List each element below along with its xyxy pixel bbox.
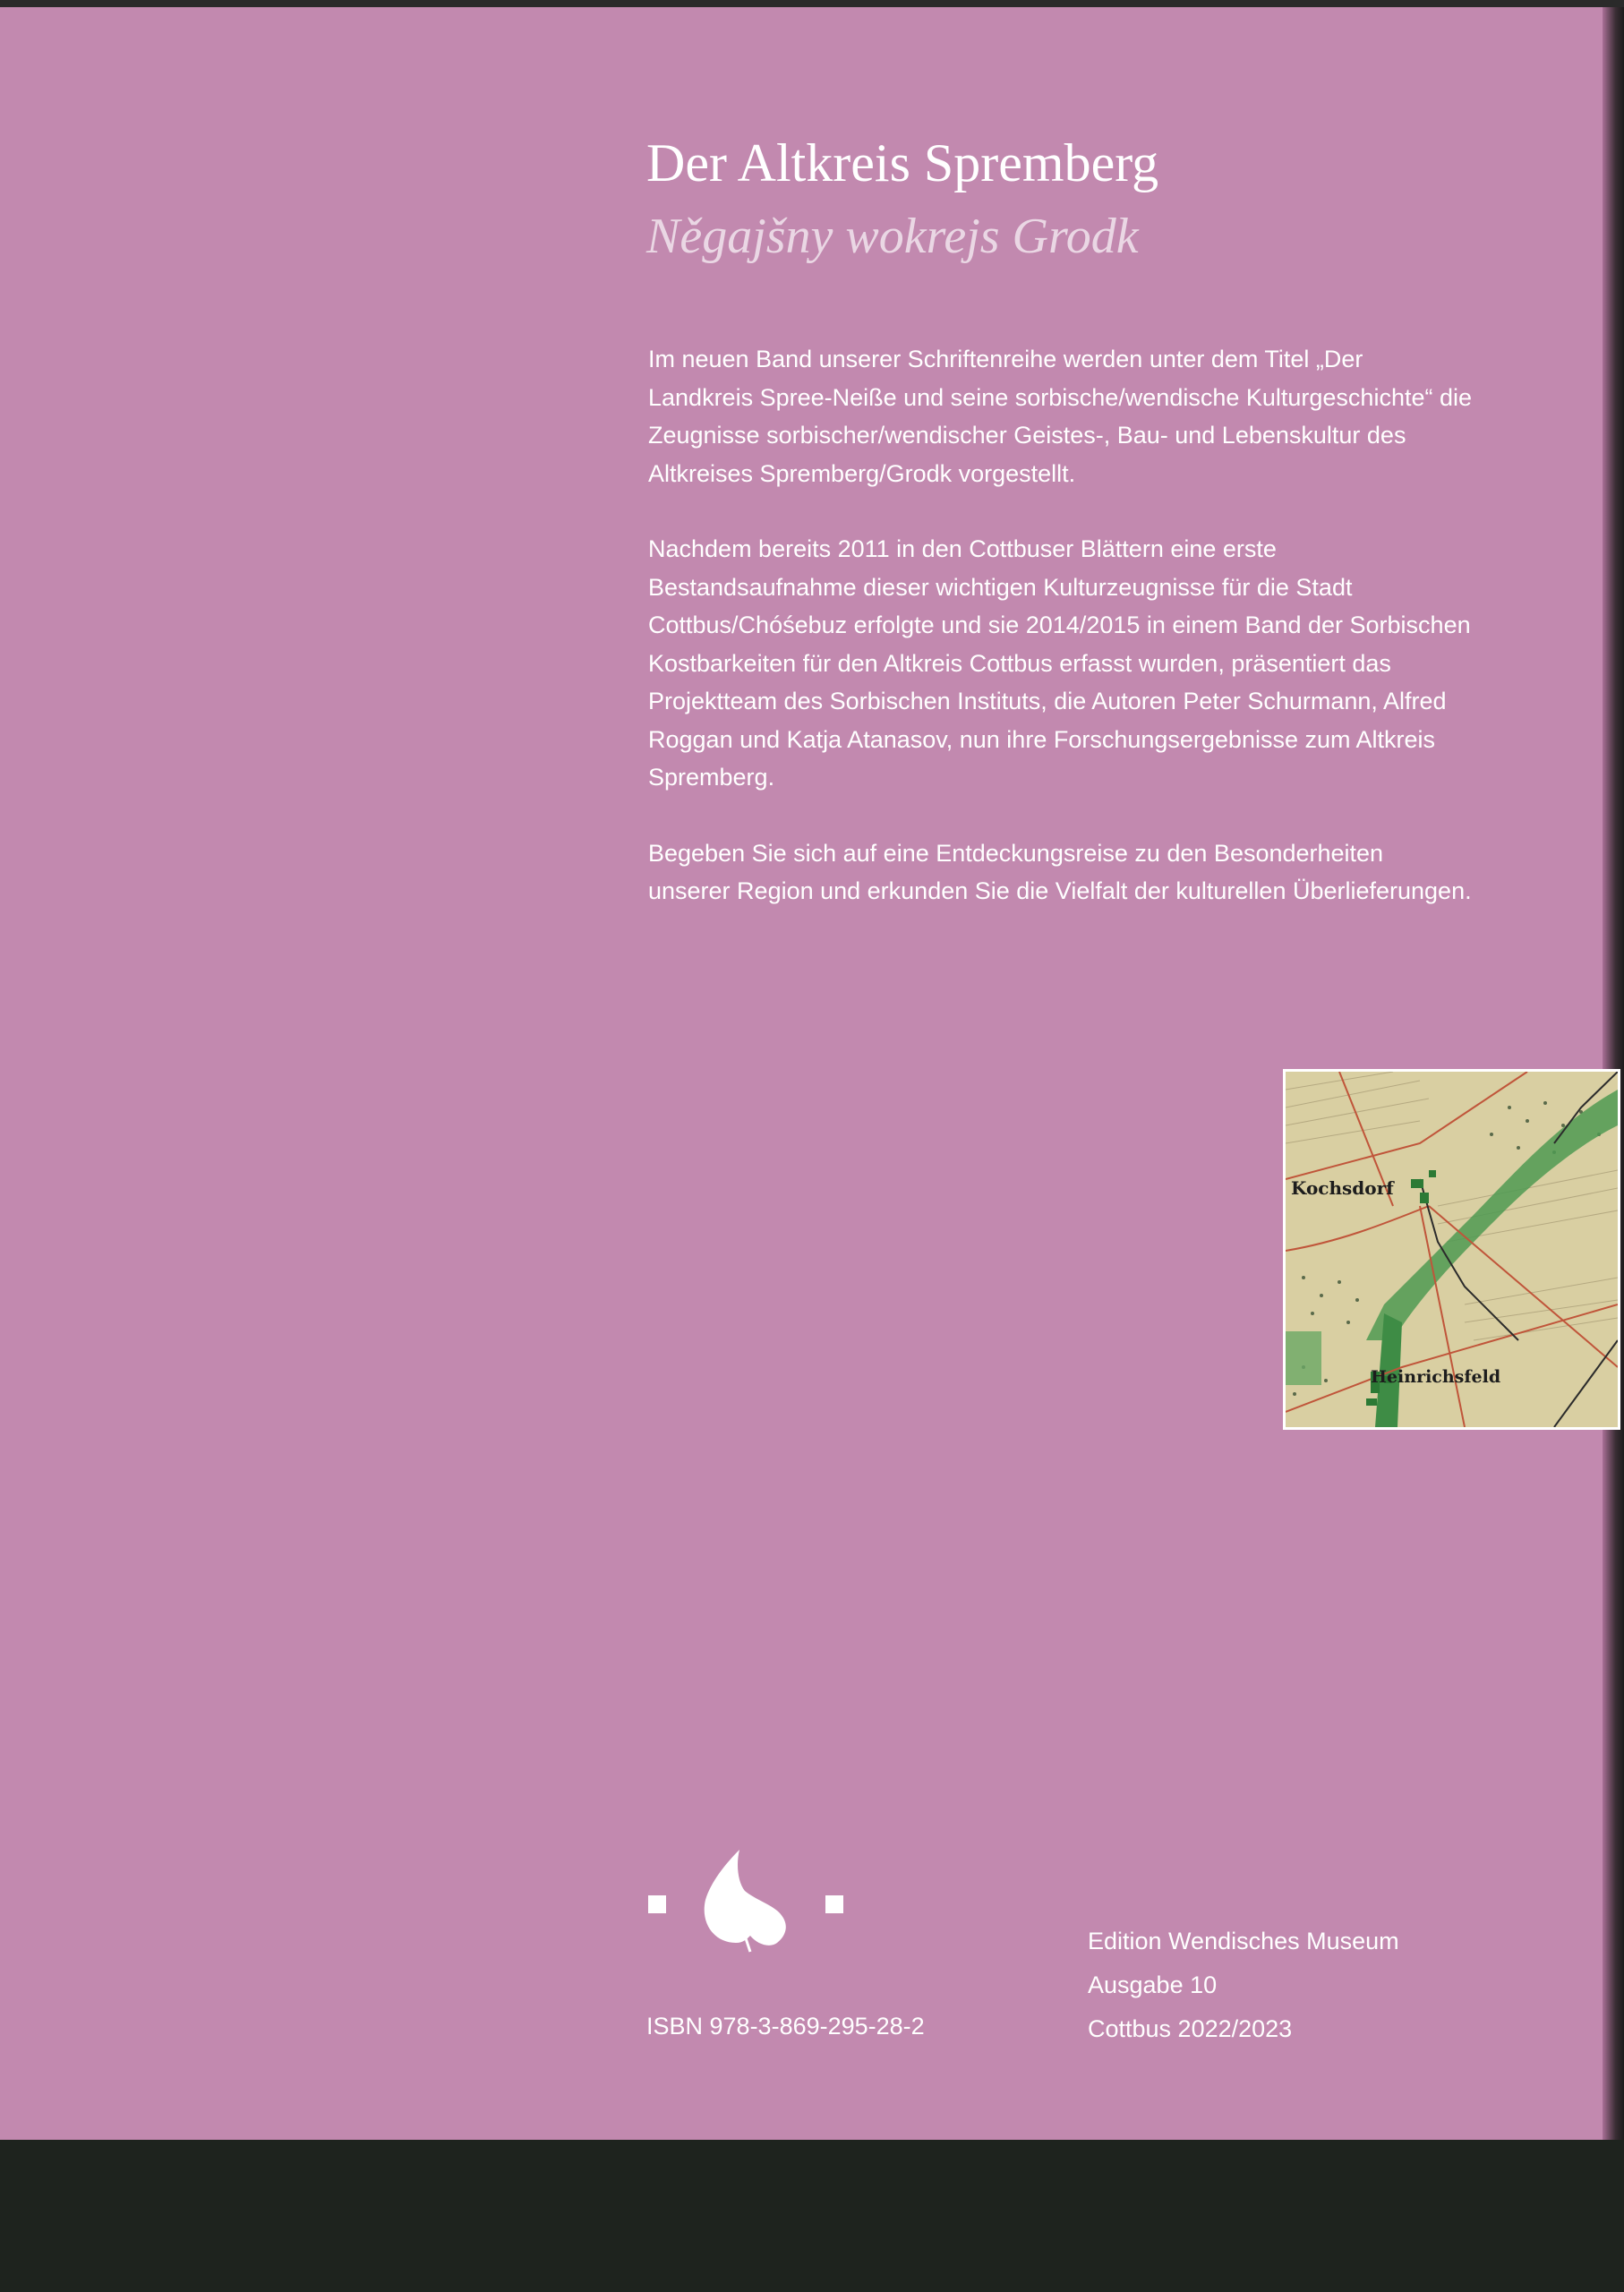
map-label-heinrichsfeld: Heinrichsfeld — [1371, 1367, 1501, 1387]
linden-leaf-logo-icon — [646, 1846, 847, 1954]
map-label-kochsdorf: Kochsdorf — [1291, 1177, 1394, 1199]
imprint-issue: Ausgabe 10 — [1088, 1971, 1218, 1998]
blurb-text — [648, 340, 1472, 948]
imprint-place-year: Cottbus 2022/2023 — [1088, 2015, 1293, 2042]
scan-top-edge — [0, 0, 1624, 7]
isbn-number: ISBN 978-3-869-295-28-2 — [646, 2013, 925, 2040]
scan-bottom-background — [0, 2140, 1624, 2292]
cover-subtitle-sorbian: Něgajšny wokrejs Grodk — [646, 209, 1139, 264]
cover-title: Der Altkreis Spremberg — [646, 133, 1159, 192]
square-dot-icon — [825, 1895, 843, 1913]
historic-map-image — [1283, 1069, 1620, 1430]
blurb-paragraph: Nachdem bereits 2011 in den Cottbuser Blättern eine erste Bestandsaufnahme dieser wichtigen Kulturzeugnisse für die Stadt Cottbus/Chóśebuz erfolgte und sie 2014/2015 in einem Band der Sorbischen Kostbarkeiten für den Altkreis Cottbus erfasst wurden, präsentiert das Projektteam des Sorbischen Instituts, die Autoren Peter Schurmann, Alfred Roggan und Katja Atanasov, nun ihre Forschungsergebnisse zum Altkreis Spremberg. — [648, 535, 1471, 791]
publisher-imprint — [1088, 1920, 1399, 2051]
square-dot-icon — [648, 1895, 666, 1913]
publisher-logo — [646, 1846, 847, 1954]
map-drawing — [1286, 1072, 1618, 1427]
imprint-series: Edition Wendisches Museum — [1088, 1928, 1399, 1954]
blurb-paragraph: Begeben Sie sich auf eine Entdeckungsreise zu den Besonderheiten unserer Region und erkunden Sie die Vielfalt der kulturellen Überlieferungen. — [648, 839, 1472, 904]
blurb-paragraph: Im neuen Band unserer Schriftenreihe werden unter dem Titel „Der Landkreis Spree-Neiße und seine sorbische/wendische Kulturgeschichte“ die Zeugnisse sorbischer/wendischer Geistes-, Bau- und Lebenskultur des Altkreises Spremberg/Grodk vorgestellt. — [648, 346, 1473, 487]
